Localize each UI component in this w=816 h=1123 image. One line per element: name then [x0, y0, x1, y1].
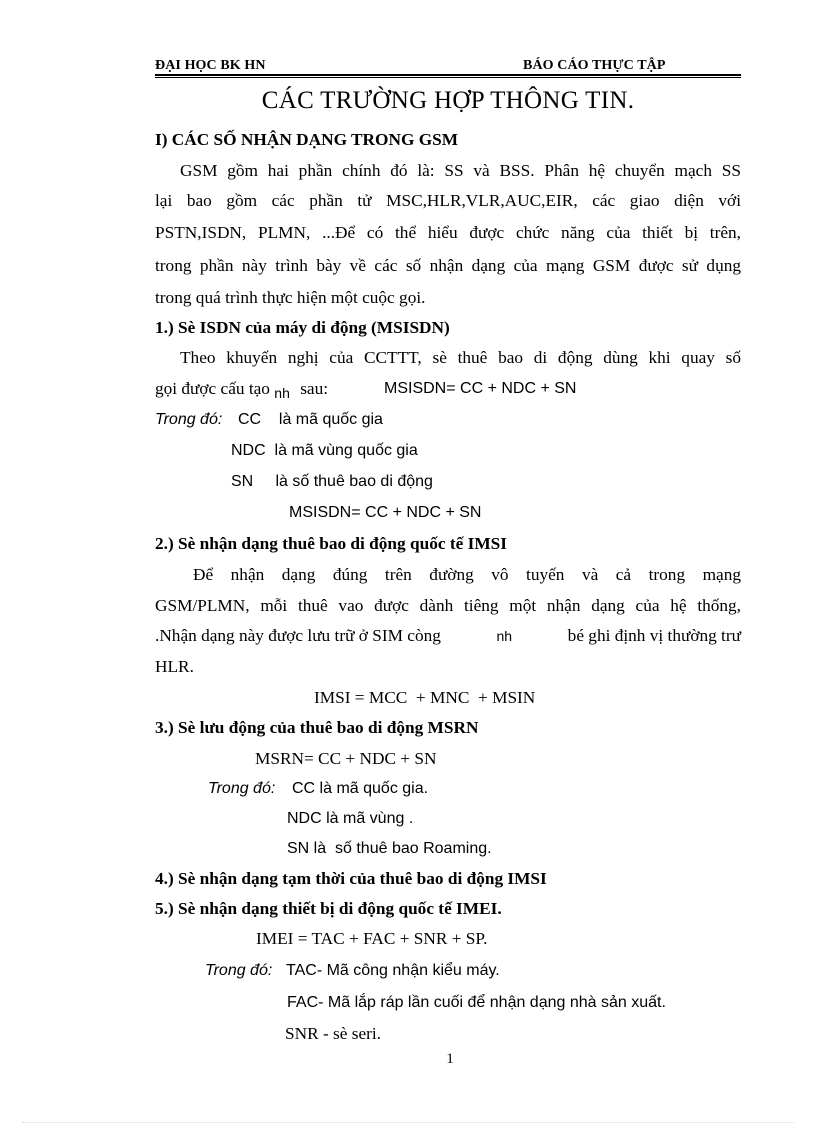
section-heading: I) CÁC SỐ NHẬN DẠNG TRONG GSM	[155, 130, 459, 149]
paragraph-line	[155, 374, 328, 408]
formula: IMEI = TAC + FAC + SNR + SP.	[256, 929, 488, 948]
where-label: Trong đó:	[205, 962, 273, 979]
where-label: Trong đó:	[208, 780, 276, 797]
header-right: BÁO CÁO THỰC TẬP	[523, 58, 666, 73]
paragraph-line: Theo khuyến nghị của CCTTT, sè thuê bao di động dùng khi quay số	[180, 348, 741, 367]
paragraph-line: lại bao gồm các phần tử MSC,HLR,VLR,AUC,EIR, các giao diện với	[155, 191, 741, 210]
formula: IMSI = MCC + MNC + MSIN	[314, 688, 536, 707]
header-left: ĐẠI HỌC BK HN	[155, 58, 266, 73]
item-heading: 1.) Sè ISDN của máy di động (MSISDN)	[155, 318, 450, 337]
definition-line: SN là số thuê bao Roaming.	[287, 840, 492, 857]
definition-line: NDC là mã vùng .	[287, 810, 414, 827]
header-rule-thick	[155, 74, 741, 76]
paragraph-line: trong phần này trình bày về các số nhận dạng của mạng GSM được sử dụng	[155, 256, 741, 275]
definition-line: SN là số thuê bao di động	[231, 473, 433, 490]
page-number: 1	[446, 1051, 454, 1067]
page-title: CÁC TRƯỜNG HỢP THÔNG TIN.	[261, 87, 635, 114]
definition-line: CC là mã quốc gia	[238, 411, 383, 428]
text-span: nh	[496, 628, 513, 644]
paragraph-line: GSM/PLMN, mỗi thuê vao được dành tiêng một nhận dạng của hệ thống,	[155, 596, 741, 615]
header-rule-thin	[155, 77, 741, 78]
formula: MSRN= CC + NDC + SN	[255, 749, 437, 768]
item-heading: 5.) Sè nhận dạng thiết bị di động quốc tế IMEI.	[155, 899, 502, 918]
definition-line: SNR - sè seri.	[285, 1024, 382, 1043]
definition-line: TAC- Mã công nhận kiểu máy.	[286, 962, 500, 979]
text-span: nh	[274, 385, 290, 401]
formula: MSISDN= CC + NDC + SN	[289, 504, 482, 521]
where-label: Trong đó:	[155, 411, 223, 428]
text-span: sau:	[300, 379, 329, 398]
paragraph-line: trong quá trình thực hiện một cuộc gọi.	[155, 288, 426, 307]
item-heading: 2.) Sè nhận dạng thuê bao di động quốc tế IMSI	[155, 534, 507, 553]
paragraph-line: Để nhận dạng đúng trên đường vô tuyến và cả trong mạng	[193, 565, 741, 584]
item-heading: 3.) Sè lưu động của thuê bao di động MSRN	[155, 718, 479, 737]
definition-line: FAC- Mã lắp ráp lần cuối để nhận dạng nhà sản xuất.	[287, 994, 666, 1011]
item-heading: 4.) Sè nhận dạng tạm thời của thuê bao di động IMSI	[155, 869, 547, 888]
text-span: gọi được cấu tạo	[155, 379, 270, 398]
paragraph-line	[155, 621, 741, 651]
definition-line: CC là mã quốc gia.	[292, 780, 429, 797]
paragraph-line: HLR.	[155, 657, 194, 676]
text-span: bé ghi định vị thường trư	[567, 626, 741, 645]
definition-line: NDC là mã vùng quốc gia	[231, 442, 418, 459]
formula: MSISDN= CC + NDC + SN	[384, 380, 577, 397]
paragraph-line: GSM gồm hai phần chính đó là: SS và BSS. Phân hệ chuyển mạch SS	[180, 161, 741, 180]
paragraph-line: PSTN,ISDN, PLMN, ...Để có thể hiểu được chức năng của thiết bị trên,	[155, 223, 741, 242]
text-span: .Nhận dạng này được lưu trữ ở SIM còng	[155, 626, 441, 645]
